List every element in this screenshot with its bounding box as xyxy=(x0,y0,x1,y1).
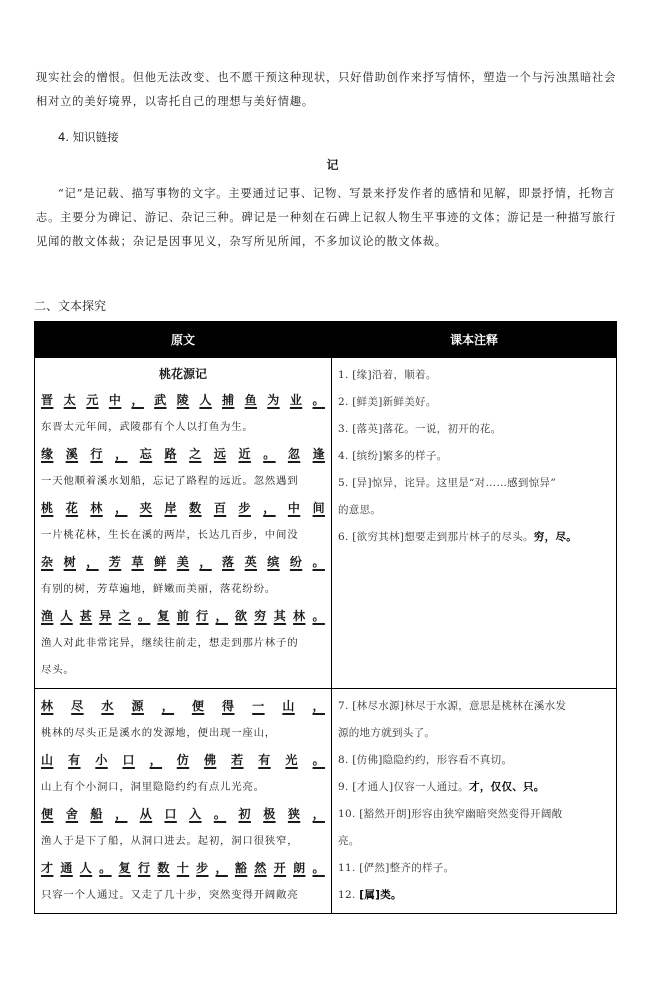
original-text-line: 林 尽 水 源 ， 便 得 一 山 ， xyxy=(41,699,325,713)
original-lines xyxy=(41,693,325,909)
note-item xyxy=(338,882,610,909)
notes-cell xyxy=(332,689,617,914)
note-text: 5. [异]惊异，诧异。这里是“对……感到惊异” xyxy=(338,477,556,489)
translation-line: 尽头。 xyxy=(41,664,75,676)
note-text: 4. [缤纷]繁多的样子。 xyxy=(338,450,448,462)
note-item xyxy=(338,693,610,720)
translation-line: 一片桃花林，生长在溪的两岸，长达几百步，中间没 xyxy=(41,529,299,541)
ji-title: 记 xyxy=(326,158,339,172)
notes-list xyxy=(338,362,610,551)
ji-paragraph: “记”是记载、描写事物的文字。主要通过记事、记物、写景来抒发作者的感情和见解，即景抒情，托物言志。主要分为碑记、游记、杂记三种。碑记是一种刻在石碑上记叙人物生平事迹的文体；游记是一种描写旅行见闻的散文体裁；杂记是因事见义，杂写所见所闻，不多加议论的散文体裁。 xyxy=(36,187,617,248)
note-text: 亮。 xyxy=(338,835,360,847)
translation-line: 有别的树，芳草遍地，鲜嫩而美丽，落花纷纷。 xyxy=(41,583,277,595)
note-emphasis: [属]类。 xyxy=(359,889,402,901)
translation-line: 只容一个人通过。又走了几十步，突然变得开阔敞亮 xyxy=(41,889,299,901)
note-item xyxy=(338,828,610,855)
note-item xyxy=(338,416,610,443)
original-text-line: 山 有 小 口 ， 仿 佛 若 有 光 。 xyxy=(41,753,325,767)
original-text-line: 才 通 人 。 复 行 数 十 步 ， 豁 然 开 朗 。 xyxy=(41,861,325,875)
table-row xyxy=(35,689,617,914)
note-item xyxy=(338,470,610,497)
note-item xyxy=(338,443,610,470)
table-header-row xyxy=(35,322,617,358)
note-text: 8. [仿佛]隐隐约约，形容看不真切。 xyxy=(338,754,513,766)
note-item xyxy=(338,497,610,524)
note-text: 12. xyxy=(338,889,360,901)
section-title: 二、文本探究 xyxy=(34,299,107,313)
note-text: 10. [豁然开朗]形容由狭窄幽暗突然变得开阔敞 xyxy=(338,808,563,820)
translation-line: 山上有个小洞口，洞里隐隐约约有点儿光亮。 xyxy=(41,781,265,793)
translation-line: 东晋太元年间，武陵郡有个人以打鱼为生。 xyxy=(41,421,254,433)
original-text-line: 桃 花 林 ， 夹 岸 数 百 步 ， 中 间 xyxy=(41,501,325,515)
note-item xyxy=(338,362,610,389)
note-item xyxy=(338,524,610,551)
header-original: 原文 xyxy=(35,322,332,358)
note-emphasis: 穷，尽。 xyxy=(533,531,578,543)
note-text: 1. [缘]沿着，顺着。 xyxy=(338,369,437,381)
passage-title: 桃花源记 xyxy=(158,367,207,381)
note-text: 2. [鲜美]新鲜美好。 xyxy=(338,396,437,408)
original-cell xyxy=(35,689,332,914)
translation-line: 桃林的尽头正是溪水的发源地，便出现一座山， xyxy=(41,727,277,739)
table-row xyxy=(35,358,617,689)
translation-line: 渔人对此非常诧异，继续往前走，想走到那片林子的 xyxy=(41,637,299,649)
note-item xyxy=(338,855,610,882)
note-item xyxy=(338,747,610,774)
translation-line: 一天他顺着溪水划船，忘记了路程的远近。忽然遇到 xyxy=(41,475,299,487)
original-text-line: 晋 太 元 中 ， 武 陵 人 捕 鱼 为 业 。 xyxy=(41,393,325,407)
note-item xyxy=(338,774,610,801)
original-text-line: 渔 人 甚 异 之 。 复 前 行 ， 欲 穷 其 林 。 xyxy=(41,609,325,623)
notes-list xyxy=(338,693,610,909)
intro-paragraph: 现实社会的憎恨。但他无法改变、也不愿干预这种现状，只好借助创作来抒写情怀，塑造一个与污浊黑暗社会相对立的美好境界，以寄托自己的理想与美好情趣。 xyxy=(36,71,617,108)
note-item xyxy=(338,720,610,747)
note-text: 7. [林尽水源]林尽于水源，意思是桃林在溪水发 xyxy=(338,700,567,712)
note-text: 源的地方就到头了。 xyxy=(338,727,436,739)
note-emphasis: 才，仅仅、只。 xyxy=(469,781,545,793)
original-text-line: 杂 树 ， 芳 草 鲜 美 ， 落 英 缤 纷 。 xyxy=(41,555,325,569)
note-text: 11. [俨然]整齐的样子。 xyxy=(338,862,455,874)
original-text-line: 便 舍 船 ， 从 口 入 。 初 极 狭 ， xyxy=(41,807,325,821)
text-exploration-table xyxy=(34,321,617,914)
original-cell xyxy=(35,358,332,689)
original-text-line: 缘 溪 行 ， 忘 路 之 远 近 。 忽 逢 xyxy=(41,447,325,461)
knowledge-link-label: 4. 知识链接 xyxy=(58,130,119,144)
original-lines xyxy=(41,387,325,684)
note-item xyxy=(338,801,610,828)
notes-cell xyxy=(332,358,617,689)
translation-line: 渔人于是下了船，从洞口进去。起初，洞口很狭窄， xyxy=(41,835,299,847)
note-text: 3. [落英]落花。一说，初开的花。 xyxy=(338,423,502,435)
note-item xyxy=(338,389,610,416)
note-text: 的意思。 xyxy=(338,504,382,516)
note-text: 9. [才通人]仅容一人通过。 xyxy=(338,781,470,793)
note-text: 6. [欲穷其林]想要走到那片林子的尽头。 xyxy=(338,531,534,543)
header-notes: 课本注释 xyxy=(332,322,617,358)
